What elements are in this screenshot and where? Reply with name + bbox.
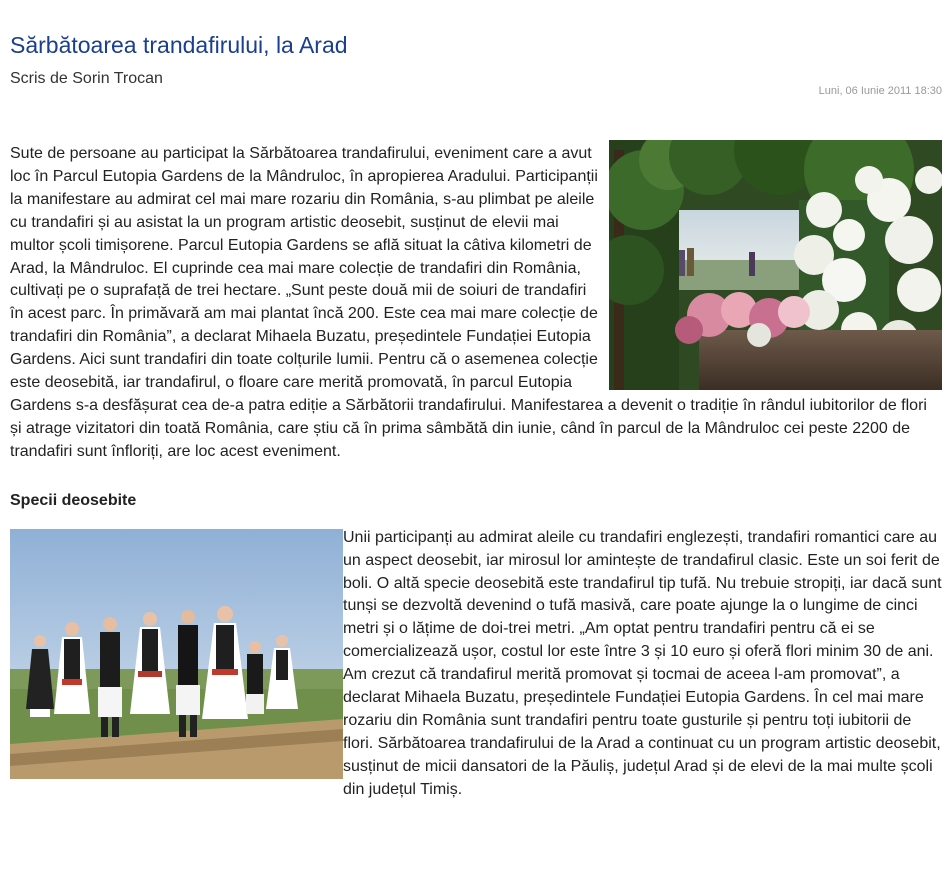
article-paragraph-2: Unii participanți au admirat aleile cu trandafiri englezești, trandafiri romantici care au un aspect deosebit, iar mirosul lor amintește de trandafirul clasic. Este un soi ferit de boli. O altă specie deosebită este trandafirul tip tufă. Nu trebuie stropiți, iar dacă sunt tunși se dezvoltă devenind o tufă masivă, care poate ajunge la o lungime de cinci metri și o lățime de doi-trei metri. „Am optat pentru trandafiri pentru că ei se comercializează ușor, costul lor este între 3 și 10 euro și oferă flori minim 30 de ani. Am crezut că trandafirul merită promovat și tocmai de aceea l-am promovat”, a declarat Mihaela Buzatu, președintele Fundației Eutopia Gardens. În cel mai mare rozariu din România sunt trandafiri pentru toate gusturile și pentru toți iubitorii de flori. Sărbătoarea trandafirului de la Arad a continuat cu un program artistic deosebit, susținut de micii dansatori de la Păuliș, județul Arad și de elevi de la mai multe școli din județul Timiș.: [343, 528, 942, 798]
article-body-section-2: [10, 527, 942, 802]
article-title[interactable]: Sărbătoarea trandafirului, la Arad: [10, 32, 348, 58]
article-body-section-1: [10, 143, 942, 464]
article-author: Scris de Sorin Trocan: [10, 70, 163, 87]
section-subheading: Specii deosebite: [10, 491, 137, 509]
article: [10, 0, 942, 802]
article-paragraph-1: Sute de persoane au participat la Sărbătoarea trandafirului, eveniment care a avut loc în Parcul Eutopia Gardens de la Mândruloc, în apropierea Aradului. Participanții la manifestare au admirat cel mai mare rozariu din România, s-au plimbat pe aleile cu trandafiri și au asistat la un program artistic deosebit, susținut de elevii mai multor școli timișorene. Parcul Eutopia Gardens se află situat la câtiva kilometri de Arad, la Mândruloc. El cuprinde cea mai mare colecție de trandafiri din România, cultivați pe o suprafață de trei hectare. „Sunt peste două mii de soiuri de trandafiri în acest parc. În primăvară am mai plantat încă 200. Este cea mai mare colecție de trandafiri din România”, a declarat Mihaela Buzatu, președintele Fundației Eutopia Gardens. Aici sunt trandafiri din toate colțurile lumii. Pentru că o asemenea colecție este deosebită, iar trandafirul, o floare care merită promovată, în parcul Eutopia Gardens s-a desfășurat cea de-a patra ediție a Sărbătorii trandafirului. Manifestarea a devenit o tradiție în rândul iubitorilor de flori și atrage vizitatori din toată România, care știu că în prima sâmbătă din iunie, când în parcul de la Mândruloc cei peste 2200 de trandafiri sunt înfloriți, are loc acest eveniment.: [10, 145, 927, 460]
article-date: Luni, 06 Iunie 2011 18:30: [818, 85, 942, 97]
folk-dancers-photo: [10, 529, 343, 779]
rose-garden-photo: [609, 140, 942, 390]
